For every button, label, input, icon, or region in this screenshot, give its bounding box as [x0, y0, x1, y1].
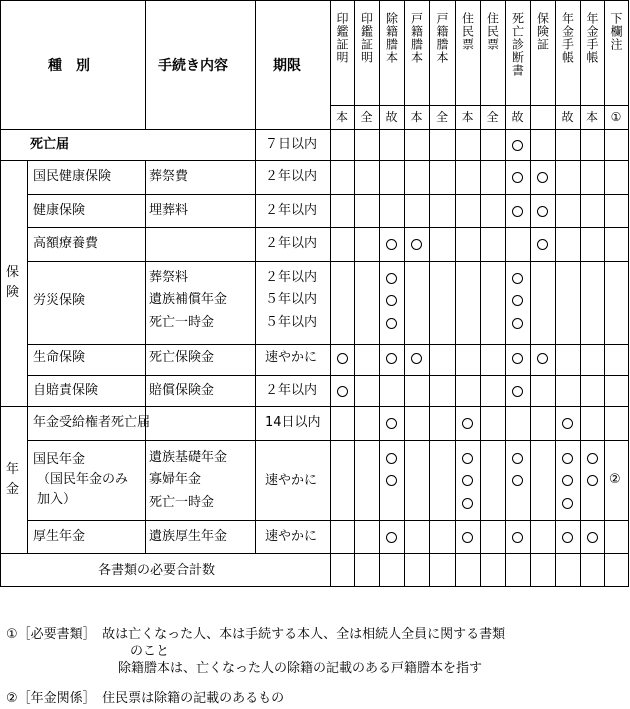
- required-mark: [512, 453, 523, 464]
- required-mark: [386, 475, 397, 486]
- doc-column-line: [330, 0, 331, 587]
- row-4-deadline: ５年以内: [265, 315, 318, 330]
- doc-header-6: 住民票: [485, 12, 500, 51]
- table-border-bottom: [0, 586, 629, 587]
- required-mark: [386, 453, 397, 464]
- doc-column-line: [379, 0, 380, 587]
- doc-subhead-0: 本: [335, 110, 348, 124]
- doc-subhead-7: 故: [511, 110, 524, 124]
- doc-column-line: [480, 0, 481, 587]
- required-mark: [562, 532, 573, 543]
- required-mark: [562, 475, 573, 486]
- row-9-deadline: 速やかに: [265, 529, 318, 544]
- doc-column-line: [580, 0, 581, 587]
- doc-header-1: 印鑑証明: [359, 12, 374, 64]
- pension-footnote-mark: ②: [609, 472, 621, 487]
- row-divider: [0, 553, 629, 554]
- required-mark: [411, 353, 422, 364]
- doc-subhead-5: 本: [461, 110, 474, 124]
- required-mark: [562, 498, 573, 509]
- row-5-deadline: 速やかに: [265, 350, 318, 365]
- doc-subhead-4: 全: [435, 110, 448, 124]
- row-9-type: 厚生年金: [33, 529, 86, 544]
- required-mark: [537, 172, 548, 183]
- doc-column-line: [455, 0, 456, 587]
- row-8-procedure: 寡婦年金: [149, 472, 202, 487]
- required-mark: [512, 475, 523, 486]
- doc-header-5: 住民票: [460, 12, 475, 51]
- required-mark: [462, 498, 473, 509]
- row-1-procedure: 葬祭費: [149, 169, 189, 184]
- required-mark: [587, 475, 598, 486]
- row-8-type: 加入）: [37, 492, 77, 507]
- row-1-deadline: ２年以内: [265, 169, 318, 184]
- required-mark: [512, 532, 523, 543]
- row-8-procedure: 遺族基礎年金: [149, 450, 228, 465]
- doc-header-3: 戸籍謄本: [409, 12, 424, 64]
- row-1-type: 国民健康保険: [33, 169, 112, 184]
- group-divider: [27, 160, 28, 554]
- row-5-type: 生命保険: [33, 350, 86, 365]
- doc-header-9: 年金手帳: [560, 12, 575, 64]
- row-9-procedure: 遺族厚生年金: [149, 529, 228, 544]
- group-insurance: 保 険: [6, 265, 20, 300]
- doc-header-2: 除籍謄本: [384, 12, 399, 64]
- row-divider: [27, 440, 629, 441]
- row-6-procedure: 賠償保険金: [149, 383, 215, 398]
- required-mark: [337, 386, 348, 397]
- row-divider: [27, 261, 629, 262]
- doc-column-line: [404, 0, 405, 587]
- row-divider: [27, 375, 629, 376]
- required-mark: [337, 353, 348, 364]
- grid-line: [145, 160, 146, 554]
- doc-column-line: [628, 0, 629, 587]
- row-6-type: 自賠責保険: [33, 383, 99, 398]
- required-mark: [512, 140, 523, 151]
- row-4-type: 労災保険: [33, 292, 86, 308]
- row-2-deadline: ２年以内: [265, 203, 318, 218]
- grid-line: [255, 129, 256, 554]
- row-divider: [0, 406, 629, 407]
- doc-subhead-1: 全: [360, 110, 373, 124]
- row-divider: [27, 227, 629, 228]
- row-4-procedure: 遺族補償年金: [149, 292, 228, 307]
- row-7-deadline: 14日以内: [265, 415, 321, 430]
- doc-subhead-6: 全: [486, 110, 499, 124]
- row-6-deadline: ２年以内: [265, 383, 318, 398]
- row-4-procedure: 死亡一時金: [149, 315, 215, 330]
- required-mark: [462, 418, 473, 429]
- row-0-type: 死亡届: [30, 137, 70, 152]
- row-8-procedure: 死亡一時金: [149, 495, 215, 510]
- doc-subhead-11: ①: [610, 110, 622, 124]
- doc-header-11: 下欄注: [609, 12, 623, 51]
- required-mark: [386, 353, 397, 364]
- doc-header-10: 年金手帳: [585, 12, 599, 64]
- note-1-line-3: 除籍謄本は、亡くなった人の除籍の記載のある戸籍謄本を指す: [118, 661, 483, 676]
- required-mark: [512, 295, 523, 306]
- required-mark: [537, 353, 548, 364]
- required-mark: [537, 239, 548, 250]
- header-deadline: 期限: [273, 58, 301, 74]
- required-mark: [512, 386, 523, 397]
- table-border-top: [0, 0, 629, 1]
- required-mark: [512, 206, 523, 217]
- row-divider: [27, 344, 629, 345]
- required-mark: [512, 318, 523, 329]
- row-3-type: 高額療養費: [33, 236, 99, 251]
- note-1-line-2: のこと: [130, 644, 170, 659]
- doc-header-8: 保険証: [535, 12, 550, 51]
- required-mark: [512, 172, 523, 183]
- row-3-deadline: ２年以内: [265, 236, 318, 251]
- row-8-type: 国民年金: [33, 452, 86, 467]
- doc-header-4: 戸籍謄本: [435, 12, 449, 64]
- doc-header-0: 印鑑証明: [335, 12, 349, 64]
- required-mark: [386, 239, 397, 250]
- doc-subhead-9: 故: [561, 110, 574, 124]
- required-mark: [386, 295, 397, 306]
- note-1-line-1: ①［必要書類］ 故は亡くなった人、本は手続する本人、全は相続人全員に関する書類: [6, 627, 506, 642]
- header-category: 種 別: [48, 58, 90, 74]
- row-7-type: 年金受給権者死亡届: [33, 415, 151, 430]
- grid-line: [145, 0, 146, 130]
- required-mark: [512, 273, 523, 284]
- grid-line: [255, 0, 256, 130]
- doc-column-line: [555, 0, 556, 587]
- required-mark: [587, 532, 598, 543]
- row-divider: [0, 160, 629, 161]
- row-8-type: （国民年金のみ: [37, 472, 129, 487]
- doc-subhead-3: 本: [410, 110, 423, 124]
- row-4-deadline: ５年以内: [265, 292, 318, 307]
- header-procedure: 手続き内容: [158, 58, 228, 74]
- header-bottom: [0, 129, 629, 130]
- note-2: ②［年金関係］ 住民票は除籍の記載のあるもの: [6, 691, 285, 706]
- required-mark: [462, 475, 473, 486]
- doc-column-line: [429, 0, 430, 587]
- doc-column-line: [505, 0, 506, 587]
- required-mark: [386, 418, 397, 429]
- required-mark: [512, 353, 523, 364]
- required-mark: [386, 318, 397, 329]
- row-5-procedure: 死亡保険金: [149, 350, 215, 365]
- row-0-deadline: ７日以内: [265, 137, 318, 152]
- row-divider: [27, 520, 629, 521]
- required-mark: [386, 273, 397, 284]
- required-mark: [462, 532, 473, 543]
- row-2-procedure: 埋葬料: [149, 203, 189, 218]
- doc-column-line: [530, 0, 531, 587]
- required-mark: [537, 206, 548, 217]
- total-label: 各書類の必要合計数: [98, 563, 216, 578]
- required-mark: [562, 453, 573, 464]
- required-mark: [562, 418, 573, 429]
- table-border-left: [0, 0, 1, 587]
- required-mark: [462, 453, 473, 464]
- doc-column-line: [354, 0, 355, 587]
- row-4-procedure: 葬祭料: [149, 270, 189, 285]
- doc-subhead-10: 本: [585, 110, 598, 124]
- doc-header-7: 死亡診断書: [510, 12, 525, 77]
- required-mark: [587, 453, 598, 464]
- row-4-deadline: ２年以内: [265, 270, 318, 285]
- row-8-deadline: 速やかに: [265, 472, 318, 488]
- doc-column-line: [604, 0, 605, 587]
- row-2-type: 健康保険: [33, 203, 86, 218]
- row-divider: [27, 194, 629, 195]
- group-pension: 年 金: [6, 461, 20, 497]
- required-mark: [411, 239, 422, 250]
- doc-subhead-2: 故: [385, 110, 398, 124]
- required-mark: [386, 532, 397, 543]
